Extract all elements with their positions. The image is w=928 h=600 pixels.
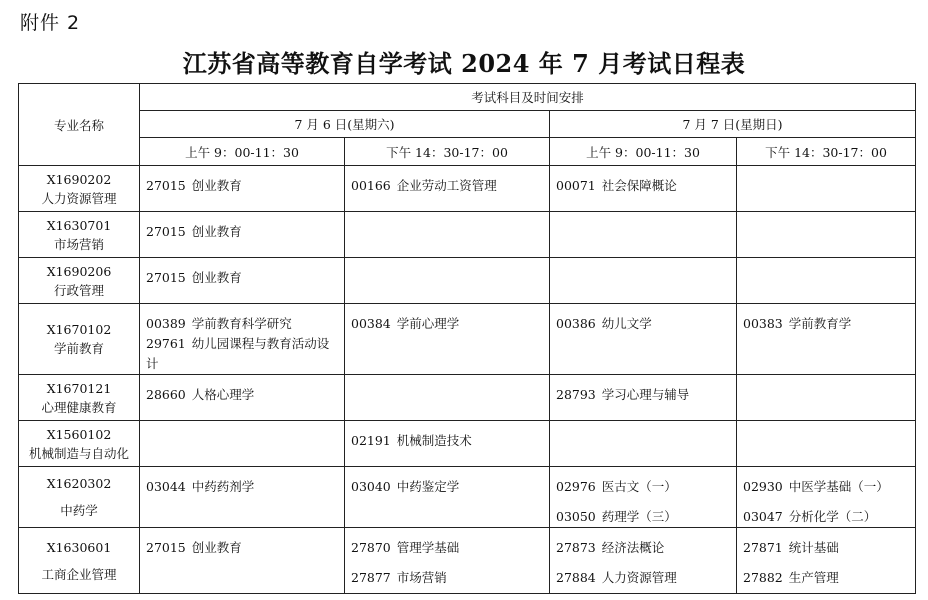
course-entry (146, 538, 338, 558)
course-cell (550, 212, 737, 258)
course-entry (146, 222, 338, 242)
course-name: 生产管理 (788, 570, 839, 585)
course-entry (351, 314, 543, 334)
course-name: 创业教育 (191, 224, 242, 239)
course-cell (345, 528, 550, 594)
course-name: 经济法概论 (601, 540, 665, 555)
course-name: 分析化学（二） (788, 509, 877, 524)
major-name: 机械制造与自动化 (28, 445, 129, 461)
table-row (19, 528, 916, 594)
course-cell (737, 528, 916, 594)
course-cell (737, 212, 916, 258)
course-cell (550, 258, 737, 304)
course-code: 00383 (743, 316, 783, 331)
table-row (19, 166, 916, 212)
course-code: 00386 (556, 316, 596, 331)
course-cell (140, 375, 345, 421)
course-code: 28660 (146, 387, 186, 402)
course-cell (140, 258, 345, 304)
course-entry (146, 314, 338, 334)
course-code: 00166 (351, 178, 391, 193)
course-code: 27882 (743, 570, 783, 585)
table-row (19, 421, 916, 467)
course-cell (345, 212, 550, 258)
course-code: 02191 (351, 433, 391, 448)
major-name: 工商企业管理 (41, 566, 117, 582)
course-cell (140, 304, 345, 375)
course-entry (556, 568, 730, 588)
course-cell (345, 421, 550, 467)
course-code: 03040 (351, 479, 391, 494)
course-entry (146, 385, 338, 405)
course-name: 幼儿园课程与教育活动设计 (146, 336, 330, 371)
course-entry (743, 507, 909, 527)
slot-header: 上午 9：00-11：30 (140, 138, 345, 166)
major-name: 人力资源管理 (41, 190, 117, 206)
course-code: 27870 (351, 540, 391, 555)
course-entry (351, 538, 543, 558)
major-name: 学前教育 (53, 341, 104, 356)
course-name: 创业教育 (191, 540, 242, 555)
course-code: 27877 (351, 570, 391, 585)
table-row (19, 375, 916, 421)
course-entry (743, 538, 909, 558)
course-cell (550, 421, 737, 467)
course-name: 学前心理学 (396, 316, 460, 331)
course-entry (556, 176, 730, 196)
course-name: 创业教育 (191, 178, 242, 193)
major-code: X1690206 (46, 263, 112, 279)
major-cell (19, 258, 140, 304)
course-name: 管理学基础 (396, 540, 460, 555)
course-cell (140, 528, 345, 594)
course-cell (550, 467, 737, 528)
course-name: 机械制造技术 (396, 433, 472, 448)
course-cell (140, 166, 345, 212)
course-entry (743, 477, 909, 497)
course-entry (351, 176, 543, 196)
course-cell (345, 304, 550, 375)
course-code: 29761 (146, 336, 186, 351)
major-name: 心理健康教育 (41, 399, 117, 415)
major-code: X1630701 (46, 217, 112, 233)
table-row (19, 212, 916, 258)
slot-header: 上午 9：00-11：30 (550, 138, 737, 166)
major-name: 中药学 (60, 503, 98, 518)
course-cell (345, 258, 550, 304)
course-entry (743, 568, 909, 588)
course-cell (737, 258, 916, 304)
schedule-body (19, 166, 916, 594)
course-cell (550, 304, 737, 375)
course-name: 企业劳动工资管理 (396, 178, 497, 193)
course-code: 27015 (146, 224, 186, 239)
course-name: 市场营销 (396, 570, 447, 585)
course-code: 03044 (146, 479, 186, 494)
major-column-header: 专业名称 (19, 84, 140, 166)
major-name: 市场营销 (53, 236, 104, 252)
exam-schedule-table (18, 83, 916, 594)
course-cell (737, 467, 916, 528)
major-code: X1620302 (46, 476, 112, 491)
subjects-time-header: 考试科目及时间安排 (140, 84, 916, 111)
major-code: X1690202 (46, 171, 112, 187)
course-name: 学习心理与辅导 (601, 387, 690, 402)
course-code: 27015 (146, 270, 186, 285)
course-name: 社会保障概论 (601, 178, 677, 193)
table-row (19, 258, 916, 304)
attachment-label: 附件 2 (20, 12, 81, 34)
course-code: 00071 (556, 178, 596, 193)
course-name: 中药鉴定学 (396, 479, 460, 494)
course-cell (140, 467, 345, 528)
course-name: 中药药剂学 (191, 479, 255, 494)
course-entry (146, 176, 338, 196)
course-cell (345, 166, 550, 212)
course-cell (550, 528, 737, 594)
course-code: 03050 (556, 509, 596, 524)
course-code: 27884 (556, 570, 596, 585)
course-entry (146, 268, 338, 288)
course-entry (743, 314, 909, 334)
course-entry (351, 431, 543, 451)
major-cell (19, 528, 140, 594)
course-name: 医古文（一） (601, 479, 677, 494)
course-name: 人力资源管理 (601, 570, 677, 585)
major-cell (19, 166, 140, 212)
course-code: 02976 (556, 479, 596, 494)
table-row (19, 467, 916, 528)
course-code: 27015 (146, 540, 186, 555)
course-name: 统计基础 (788, 540, 839, 555)
day-header-july-6: 7 月 6 日(星期六) (140, 111, 550, 138)
course-code: 28793 (556, 387, 596, 402)
course-entry (556, 477, 730, 497)
course-cell (345, 375, 550, 421)
course-cell (140, 212, 345, 258)
course-entry (351, 568, 543, 588)
major-cell (19, 421, 140, 467)
page-title: 江苏省高等教育自学考试 2024 年 7 月考试日程表 (182, 49, 746, 78)
major-cell (19, 375, 140, 421)
course-code: 27873 (556, 540, 596, 555)
course-name: 药理学（三） (601, 509, 677, 524)
course-entry (146, 334, 338, 374)
major-code: X1560102 (46, 426, 112, 442)
course-cell (140, 421, 345, 467)
slot-header: 下午 14：30-17：00 (345, 138, 550, 166)
table-row (19, 304, 916, 375)
course-name: 人格心理学 (191, 387, 255, 402)
course-cell (737, 304, 916, 375)
day-header-july-7: 7 月 7 日(星期日) (550, 111, 916, 138)
major-code: X1670121 (46, 380, 112, 396)
course-entry (556, 507, 730, 527)
course-name: 幼儿文学 (601, 316, 652, 331)
course-code: 00389 (146, 316, 186, 331)
course-cell (737, 166, 916, 212)
course-code: 02930 (743, 479, 783, 494)
course-code: 03047 (743, 509, 783, 524)
course-name: 中医学基础（一） (788, 479, 889, 494)
major-cell (19, 467, 140, 528)
slot-header: 下午 14：30-17：00 (737, 138, 916, 166)
course-cell (737, 375, 916, 421)
course-entry (146, 477, 338, 497)
course-name: 创业教育 (191, 270, 242, 285)
major-cell (19, 304, 140, 375)
course-entry (556, 538, 730, 558)
course-cell (345, 467, 550, 528)
major-code: X1630601 (46, 539, 112, 555)
course-entry (556, 385, 730, 405)
major-cell (19, 212, 140, 258)
course-code: 00384 (351, 316, 391, 331)
course-name: 学前教育科学研究 (191, 316, 292, 331)
course-entry (351, 477, 543, 497)
course-entry (556, 314, 730, 334)
course-code: 27015 (146, 178, 186, 193)
major-name: 行政管理 (53, 282, 104, 298)
major-code: X1670102 (46, 322, 112, 337)
course-name: 学前教育学 (788, 316, 852, 331)
course-cell (737, 421, 916, 467)
course-cell (550, 166, 737, 212)
course-cell (550, 375, 737, 421)
course-code: 27871 (743, 540, 783, 555)
